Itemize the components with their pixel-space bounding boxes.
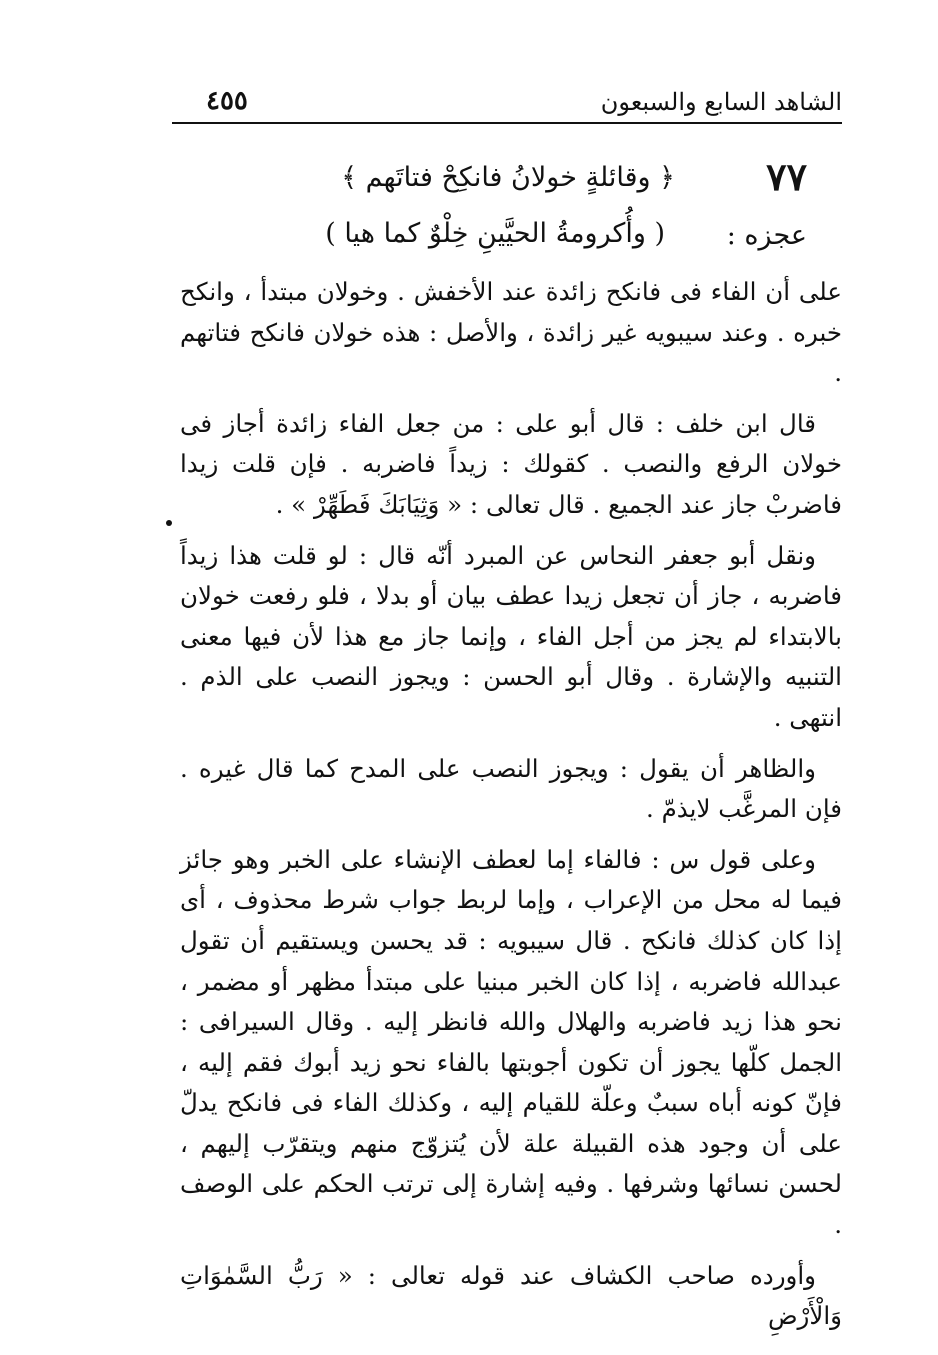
page-header [172,78,842,124]
paragraph: وأورده صاحب الكشاف عند قوله تعالى : « رَبُّ السَّمٰوَاتِ وَالْأَرْضِ [180,1260,842,1331]
paragraph: على أن الفاء فى فانكح زائدة عند الأخفش . وخولان مبتدأ ، وانكح خبره . وعند سيبويه غير زائدة ، والأصل : هذه خولان فانكح فتاتهم . [180,277,842,388]
verse-first-hemistich: ﴿ وقائلةٍ خولانُ فانكِحْ فتاتَهم ﴾ [341,162,675,193]
paragraph: ونقل أبو جعفر النحاس عن المبرد أنّه قال : لو قلت هذا زيداً فاضربه ، جاز أن تجعل زيدا عطف بيان أو بدلا ، فلو رفعت خولان بالابتداء لم يجز من أجل الفاء ، وإنما جاز مع هذا لأن فيها معنى التنبيه والإشارة . وقال أبو الحسن : ويجوز النصب على الذم . انتهى . [180,540,842,732]
paragraph: والظاهر أن يقول : ويجوز النصب على المدح كما قال غيره . فإن المرغَّب لايذمّ . [180,753,842,824]
paragraph: وعلى قول س : فالفاء إما لعطف الإنشاء على الخبر وهو جائز فيما له محل من الإعراب ، وإما لربط جواب شرط محذوف ، أى إذا كان كذلك فانكح . قال سيبويه : قد يحسن ويستقيم أن تقول عبدالله فاضربه ، إذا كان الخبر مبنيا على مبتدأ مظهر أو مضمر ، نحو هذا زيد فاضربه والهلال والله فانظر إليه . وقال السيرافى : الجمل كلّها يجوز أن تكون أجوبتها بالفاء نحو زيد أبوك فقم إليه ، فإنّ كونه أباه سببٌ وعلّة للقيام إليه ، وكذلك الفاء فى فانكح يدلّ على أن وجود هذه القبيلة علة لأن يُتزوّج منهم ويتقرّب إليهم ، لحسن نسائها وشرفها . وفيه إشارة إلى ترتب الحكم على الوصف . [180,844,842,1240]
page-number: ٤٥٥ [206,86,248,116]
running-title: الشاهد السابع والسبعون [600,88,842,116]
body-text [180,272,842,1347]
paragraph: قال ابن خلف : قال أبو على : من جعل الفاء زائدة أجاز فى خولان الرفع والنصب . كقولك : زيداً فاضربه . فإن قلت زيدا فاضربْ جاز عند الجميع . قال تعالى : « وَثِيَابَكَ فَطَهِّرْ » . [180,408,842,519]
verse-block [180,148,845,268]
ink-dot [166,520,172,526]
hemistich-label: عجزه : [726,220,807,251]
verse-second-hemistich: ( وأُكرومةُ الحيَّينِ خِلْوٌ كما هيا ) [325,218,665,249]
verse-number: ٧٧ [766,154,807,199]
